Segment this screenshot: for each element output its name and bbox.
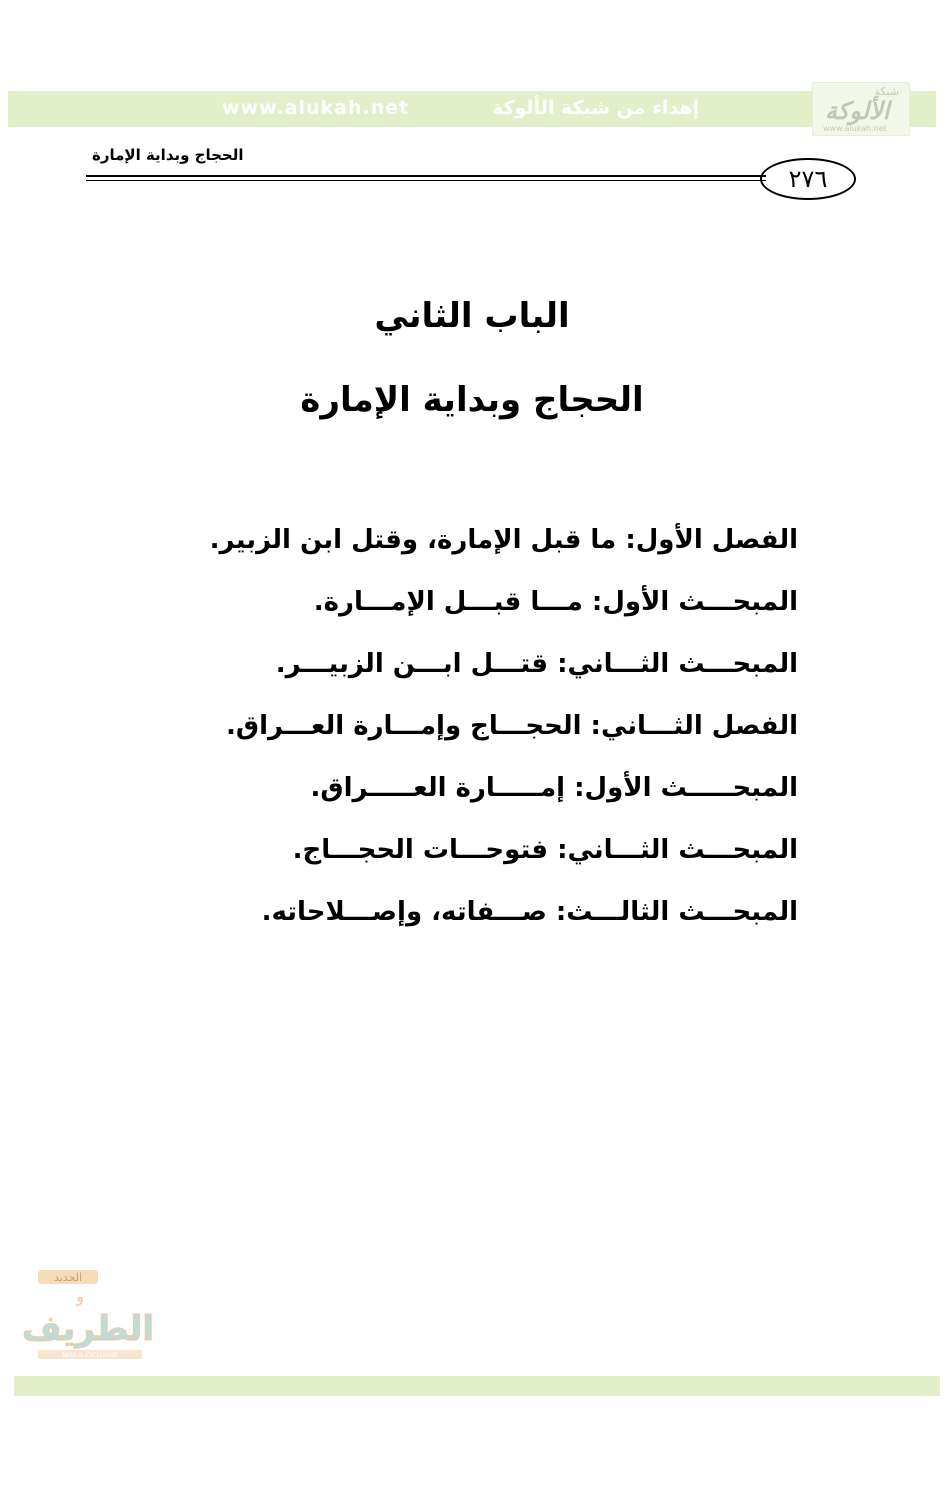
bottom-banner [14,1376,940,1396]
table-of-contents [209,518,798,952]
watermark-top-word: الجديد [53,1271,83,1284]
alukah-logo[interactable] [812,82,910,136]
toc-item: المبحـــث الثالـــث: صـــفاته، وإصـــلاحاته. [261,897,798,927]
header-rule-thin [86,180,766,181]
page-number [760,158,856,200]
logo-main-text: الألوكة [825,97,890,125]
chapter-label: الباب الثاني [374,296,570,336]
running-title: الحجاج وبداية الإمارة [92,146,244,164]
banner-gift-text: إهداء من شبكة الألوكة [492,97,700,119]
top-banner [8,91,936,127]
toc-item: المبحـــث الثـــاني: فتوحـــات الحجـــاج. [292,835,798,865]
toc-item: الفصل الثـــاني: الحجـــاج وإمـــارة العـــراق. [225,711,798,741]
toc-item: المبحـــــث الأول: إمـــــارة العـــــراق. [310,773,798,803]
watermark-logo-icon [22,1262,154,1362]
watermark-main-word: الطريف [22,1309,154,1349]
page-number-text: ٢٧٦ [788,165,828,193]
toc-item: المبحـــث الأول: مـــا قبـــل الإمـــارة. [313,587,798,617]
toc-item: الفصل الأول: ما قبل الإمارة، وقتل ابن الزبير. [209,525,798,555]
logo-top-text: شبكة [874,85,899,98]
watermark-tagline: NEW & EXCLUSIVE [62,1352,118,1359]
logo-url-text: www.alukah.net [823,124,887,133]
toc-item: المبحـــث الثـــاني: قتـــل ابـــن الزبيـــر. [275,649,798,679]
header-rule [86,175,766,177]
banner-url[interactable]: www.alukah.net [222,97,410,119]
watermark-logo [22,1262,154,1362]
chapter-title: الحجاج وبداية الإمارة [300,380,644,420]
watermark-conj: و [76,1287,84,1306]
